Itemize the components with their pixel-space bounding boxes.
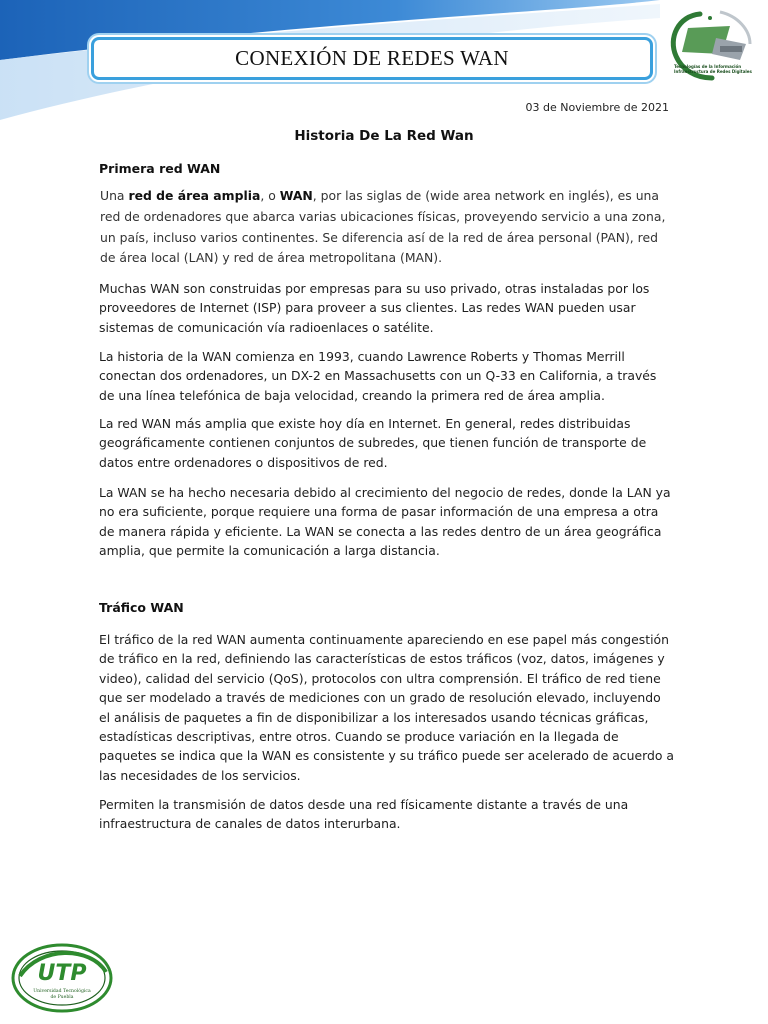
document-header-title: CONEXIÓN DE REDES WAN [235,46,509,70]
paragraph-4: La WAN se ha hecho necesaria debido al crecimiento del negocio de redes, donde la LAN ya no era suficiente, porque requiere una forma de pasar información de una empresa a otra de manera rápida y eficiente. La WAN se conecta a las redes dentro de un área geográfica amplia, que permite la comunicación a larga distancia. [99,485,671,559]
section-heading-primera-red: Primera red WAN [99,161,221,176]
intro-paragraph [100,186,672,269]
intro-bold-2: WAN [279,188,313,203]
intro-text-1: Una [100,188,129,203]
intro-text-3: , por las siglas de (wide area network en inglés), es una red de ordenadores que abarca varias ubicaciones físicas, proveyendo servicio a una zona, un país, incluso varios continentes. Se diferencia así de la red de área personal (PAN), red de área local (LAN) y red de área metropolitana (MAN). [100,188,666,266]
logo-bottom-text-line1: Universidad Tecnológica [33,989,91,994]
paragraph-3: La red WAN más amplia que existe hoy día en Internet. En general, redes distribuidas geográficamente contienen conjuntos de subredes, que tienen función de transporte de datos entre ordenadores o dispositivos de red. [99,416,647,470]
infrastructure-logo [660,8,760,92]
title-banner [91,37,653,80]
paragraph-2: La historia de la WAN comienza en 1993, cuando Lawrence Roberts y Thomas Merrill conectan dos ordenadores, un DX-2 en Massachusetts con un Q-33 en California, a través de una línea telefónica de baja velocidad, creando la primera red de área amplia. [99,349,657,403]
document-date: 03 de Noviembre de 2021 [525,101,669,114]
paragraph-6: Permiten la transmisión de datos desde una red físicamente distante a través de una infraestructura de canales de datos interurbana. [99,797,629,832]
logo-top-text-line2: Infraestructura de Redes Digitales [674,69,752,74]
intro-text-2: , o [260,188,280,203]
logo-top-text-line1: Tecnologías de la Información [674,64,742,69]
intro-bold-1: red de área amplia [128,188,261,203]
logo-bottom-wordmark: UTP [37,961,87,986]
utp-university-logo [10,942,114,1014]
section-heading-trafico-wan: Tráfico WAN [99,600,184,615]
logo-bottom-text-line2: de Puebla [50,995,74,1000]
document-title: Historia De La Red Wan [294,128,474,144]
paragraph-1: Muchas WAN son construidas por empresas para su uso privado, otras instaladas por los proveedores de Internet (ISP) para proveer a sus clientes. Las redes WAN pueden usar sistemas de comunicación vía radioenlaces o satélite. [99,281,650,335]
paragraph-5: El tráfico de la red WAN aumenta continuamente apareciendo en ese papel más congestión de tráfico en la red, definiendo las características de estos tráficos (voz, datos, imágenes y video), calidad del servicio (QoS), protocolos con ultra comprensión. El tráfico de red tiene que ser modelado a través de mediciones con un grado de resolución elevado, incluyendo el análisis de paquetes a fin de disponibilizar a los interesados usando técnicas gráficas, estadísticas descriptivas, entre otros. Cuando se produce variación en la llegada de paquetes se indica que la WAN es consistente y su tráfico puede ser acelerado de acuerdo a las necesidades de los servicios. [99,632,674,783]
